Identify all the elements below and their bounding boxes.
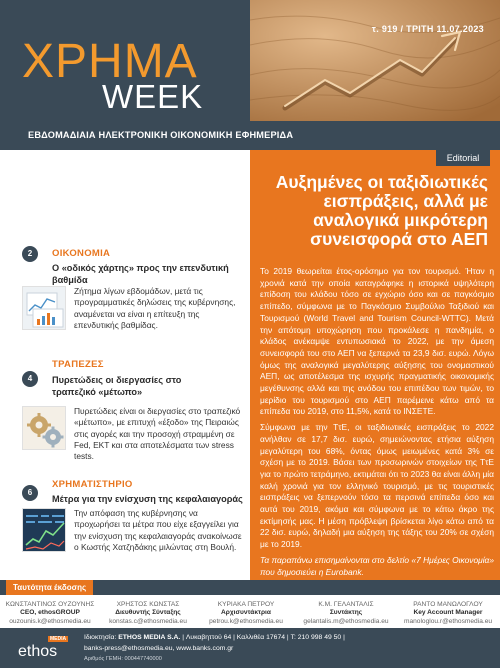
staff-role: Συντάκτης — [329, 609, 363, 617]
staff-email[interactable]: gelantalis.m@ethosmedia.eu — [303, 617, 389, 625]
staff-email[interactable]: petrou.k@ethosmedia.eu — [209, 617, 283, 625]
staff-member — [198, 601, 294, 626]
staff-email[interactable]: ouzounis.k@ethosmedia.eu — [9, 617, 91, 625]
news-description: Πυρετώδεις είναι οι διεργασίες στο τραπεζικό «μέτωπο», με επιτυχή «έξοδο» της Πειραιώς στις αγορές και την προσοχή στραμμένη σε Fed, ΕΚΤ και στα αποτελέσματα των stress tests. — [74, 406, 241, 462]
staff-name: ΡΑΝΤΟ ΜΑΝΩΛΟΓΛΟΥ — [413, 601, 483, 608]
issue-number-date: τ. 919 / ΤΡΙΤΗ 11.07.2023 — [371, 24, 484, 34]
chart-papers-icon — [23, 287, 66, 330]
staff-email[interactable]: konstas.c@ethosmedia.eu — [109, 617, 187, 625]
editorial-panel — [250, 150, 500, 580]
logo-xrhma: ΧΡΗΜΑ — [22, 35, 198, 88]
staff-member — [100, 601, 196, 626]
stock-board-icon — [23, 509, 66, 552]
news-title[interactable]: Ο «οδικός χάρτης» προς την επενδυτική βαθμίδα — [52, 263, 229, 285]
publisher-contact[interactable]: banks-press@ethosmedia.eu, www.banks.com.gr — [84, 645, 234, 652]
staff-role: Διευθυντής Σύνταξης — [115, 609, 181, 617]
ethos-logo-word: ethos — [18, 643, 58, 660]
editorial-tab[interactable]: Editorial — [436, 150, 490, 166]
news-title[interactable]: Μέτρα για την ενίσχυση της κεφαλαιαγοράς — [52, 494, 243, 504]
owner-label: Ιδιοκτησία: — [84, 634, 117, 641]
news-thumbnail-stock-board[interactable] — [22, 508, 66, 552]
masthead-credits-bar — [0, 580, 500, 595]
publisher-registry: Αριθμός ΓΕΜΗ: 000447740000 — [84, 656, 162, 662]
staff-member — [296, 601, 396, 626]
ethos-logo-tag: MEDIA — [50, 636, 67, 642]
news-index — [0, 160, 250, 580]
editorial-paragraph: Το 2019 θεωρείται έτος-ορόσημο για τον τουρισμό. Ήταν η χρονιά κατά την οποία καταγράφηκε η ιστορικά υψηλότερη επίδοση του κλάδου τόσο σε εγχώριο όσο και σε παγκόσμιο επίπεδο, σύμφωνα με το Παγκόσμιο Συμβούλιο Ταξιδιού και Τουρισμού (World Travel and Tourism Council-WTTC). Μετά την απότομη υποχώρηση που προκάλεσε η πανδημία, ο κλάδος ανέκαμψε εντυπωσιακά το 2022, με την άμεση συνεισφορά του στο ΑΕΠ να ξεπερνά τα 23,9 δισ. ευρώ. Λόγω όμως της αναλογικά μεγαλύτερης αύξησης του ονομαστικού ΑΕΠ, ως αποτέλεσμα της ισχυρής πραγματικής οικονομικής μεγέθυνσης αλλά και της ανόδου του επιπέδου των τιμών, το μερίδιο του τουρισμού στο ΑΕΠ παρέμεινε κάτω από τα επίπεδα του 2019, στο 11,5%, κατά το ΙΝΣΕΤΕ. — [260, 266, 494, 417]
editorial-paragraph: Σύμφωνα με την ΤτΕ, οι ταξιδιωτικές εισπράξεις το 2022 ανήλθαν σε 17,7 δισ. ευρώ, σημειώνοντας ετήσια αύξηση μεγαλύτερη του 68%, όντας όμως μειωμένες κατά 3% σε σχέση με το 2019. Βάσει των προσωρινών στοιχείων της ΤτΕ για το πρώτο τετράμηνο, εκτιμάται ότι το 2023 θα είναι άλλη μία καλή χρονιά για τον ελληνικό τουρισμό, με τις τουριστικές εισπράξεις να ξεπερνούν τόσο τα περσινά επίπεδα όσο και αυτά του 2019, ακόμα και σύμφωνα με το κάτω άκρο της εκτίμησής μας. Η μέση πρόβλεψη βρίσκεται λίγο κάτω από τα 22 δισ. ευρώ, δηλαδή μια αύξηση της τάξης του 20% σε σχέση με το 2019. — [260, 422, 494, 550]
news-thumbnail-charts[interactable] — [22, 286, 66, 330]
staff-role: Αρχισυντάκτρια — [221, 609, 271, 617]
logo-week: WEEK — [102, 78, 204, 115]
section-label-banks[interactable]: ΤΡΑΠΕΖΕΣ — [52, 359, 104, 370]
publisher-info — [84, 633, 345, 642]
staff-name: ΚΥΡΙΑΚΑ ΠΕΤΡΟΥ — [217, 601, 275, 608]
editorial-body — [260, 266, 494, 582]
page-number-badge: 4 — [22, 371, 38, 387]
staff-name: Κ.Μ. ΓΕΛΑΝΤΑΛΙΣ — [318, 601, 374, 608]
section-label-economy[interactable]: ΟΙΚΟΝΟΜΙΑ — [52, 248, 111, 259]
tagline: ΕΒΔΟΜΑΔΙΑΙΑ ΗΛΕΚΤΡΟΝΙΚΗ ΟΙΚΟΝΟΜΙΚΗ ΕΦΗΜΕΡΙΔΑ — [28, 130, 294, 140]
staff-name: ΧΡΗΣΤΟΣ ΚΩΝΣΤΑΣ — [116, 601, 180, 608]
owner-address: | Λυκαβηττού 64 | Καλλιθέα 17674 | T: 210 998 49 50 | — [182, 634, 345, 641]
ethos-media-logo[interactable] — [8, 635, 68, 661]
page-number-badge: 6 — [22, 485, 38, 501]
publisher-bar — [0, 628, 500, 668]
staff-email[interactable]: manologlou.r@ethosmedia.eu — [403, 617, 493, 625]
masthead — [0, 0, 500, 150]
staff-member — [398, 601, 498, 626]
owner-name: ETHOS MEDIA S.A. — [118, 634, 181, 641]
tagline-bar — [0, 121, 500, 150]
news-thumbnail-gears[interactable] — [22, 406, 66, 450]
news-title[interactable]: Πυρετώδεις οι διεργασίες στο τραπεζικό «μέτωπο» — [52, 375, 182, 397]
news-description: Ζήτημα λίγων εβδομάδων, μετά τις προγραμματικές δηλώσεις της κυβέρνησης, αναμένεται να είναι η επίτευξη της επενδυτικής βαθμίδας. — [74, 286, 236, 330]
page-number-badge: 2 — [22, 246, 38, 262]
editorial-headline[interactable]: Αυξημένες οι ταξιδιωτικές εισπράξεις, αλλά με αναλογικά μικρότερη συνεισφορά στο ΑΕΠ — [275, 172, 488, 249]
credits-label: Ταυτότητα έκδοσης — [6, 580, 93, 595]
news-description: Την απόφαση της κυβέρνησης να προχωρήσει τα μέτρα που είχε εξαγγείλει για την ενίσχυση της κεφαλαιαγοράς ανακοίνωσε ο Κωστής Χατζηδάκης μιλώντας στη Βουλή. — [74, 508, 242, 552]
staff-role: Key Account Manager — [413, 609, 483, 617]
staff-name: ΚΩΝΣΤΑΝΤΙΝΟΣ ΟΥΖΟΥΝΗΣ — [5, 601, 95, 608]
editorial-source-note: Τα παραπάνω επισημαίνονται στο δελτίο «7 Ημέρες Οικονομία» που δημοσιεύει η Eurobank. — [260, 554, 494, 577]
masthead-photo-rising-arrow — [250, 0, 500, 121]
gears-icon — [23, 407, 66, 450]
staff-list — [0, 596, 500, 628]
staff-member — [2, 601, 98, 626]
staff-role: CEO, ethosGROUP — [20, 609, 80, 617]
section-label-stock-exchange[interactable]: ΧΡΗΜΑΤΙΣΤΗΡΙΟ — [52, 479, 133, 490]
sand-arrow-illustration — [250, 0, 500, 121]
